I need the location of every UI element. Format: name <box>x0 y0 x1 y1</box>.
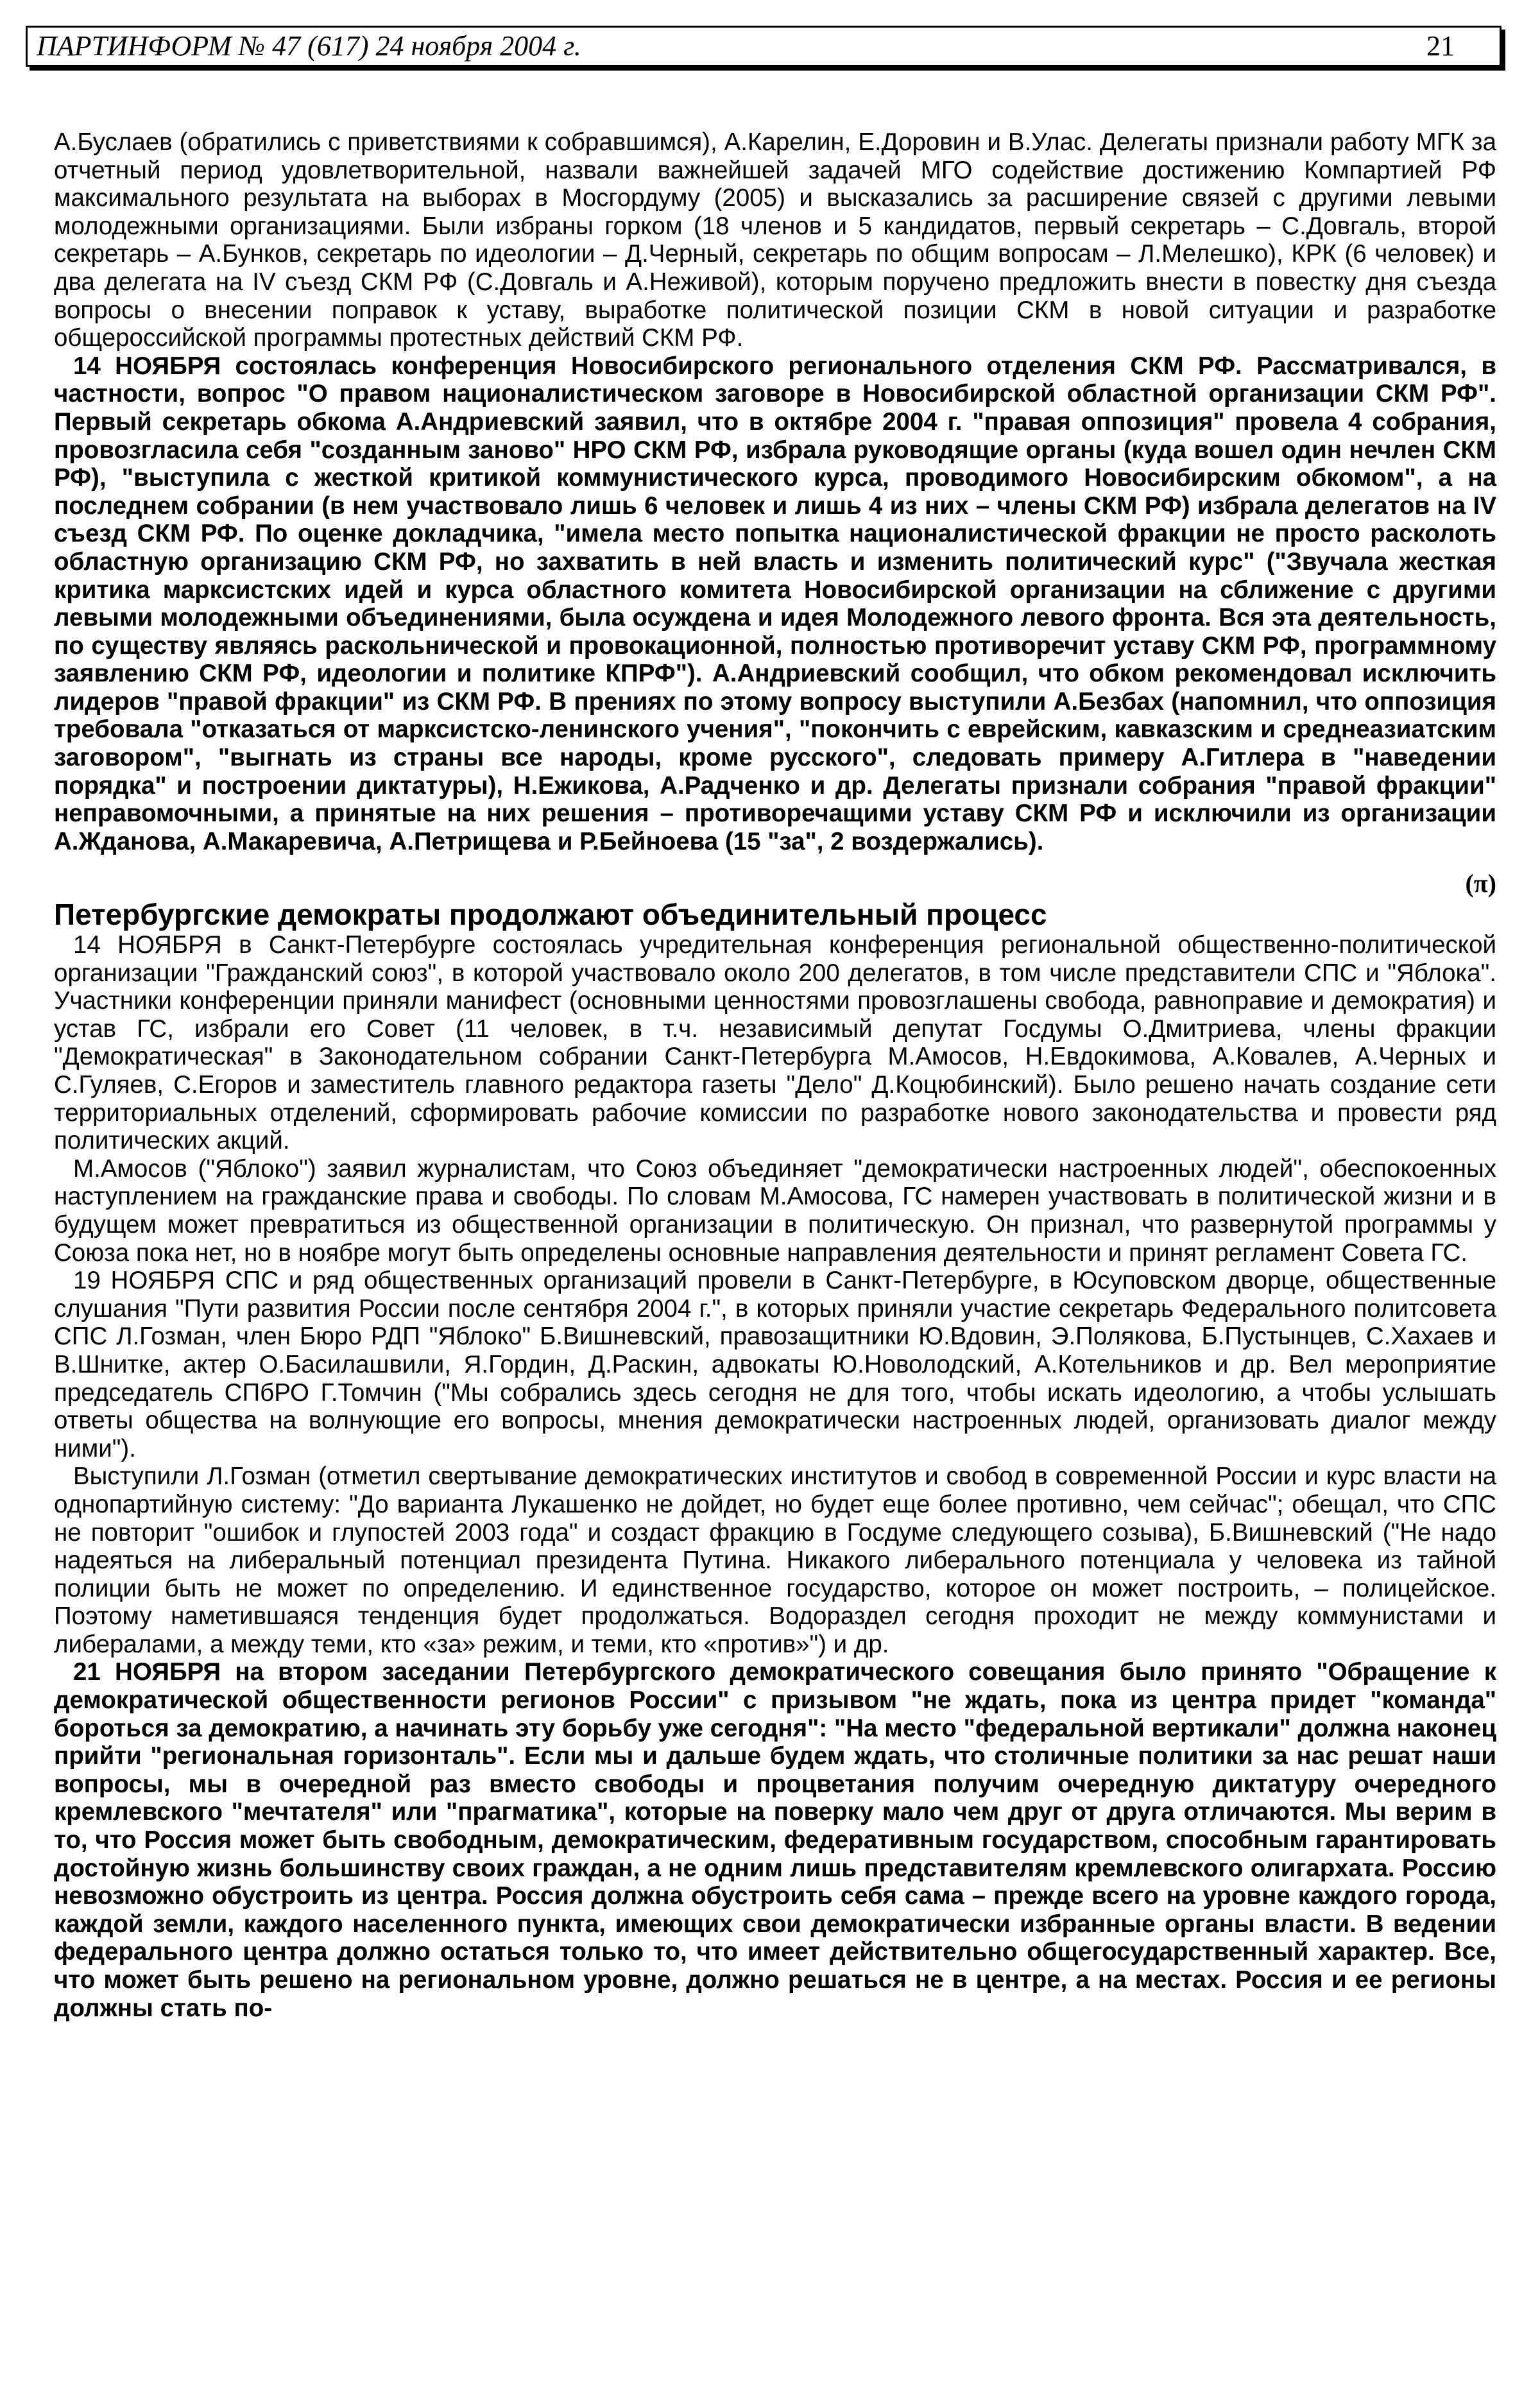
page-content <box>54 128 1496 2022</box>
page-header <box>26 26 1502 67</box>
paragraph: Выступили Л.Гозман (отметил свертывание демократических институтов и свобод в современной России и курс власти на однопартийную систему: "До варианта Лукашенко не дойдет, но будет еще более противно, чем сейчас"; обещал, что СПС не повторит "ошибок и глупостей 2003 года" и создаст фракцию в Госдуме следующего созыва), Б.Вишневский ("Не надо надеяться на либеральный потенциал президента Путина. Никакого либерального потенциала у человека из тайной полиции быть не может по определению. И единственное государство, которое он может построить, – полицейское. Поэтому наметившаяся тенденция будет продолжаться. Водораздел сегодня проходит не между коммунистами и либералами, а между теми, кто «за» режим, и теми, кто «против»") и др. <box>54 1462 1496 1658</box>
article-heading: Петербургские демократы продолжают объединительный процесс <box>54 898 1047 932</box>
paragraph: А.Буслаев (обратились с приветствиями к собравшимся), А.Карелин, Е.Доровин и В.Улас. Делегаты признали работу МГК за отчетный период удовлетворительной, назвали важнейшей задачей МГО содействие достижению Компартией РФ максимального результата на выборах в Мосгордуму (2005) и высказались за расширение связей с другими левыми молодежными организациями. Были избраны горком (18 членов и 5 кандидатов, первый секретарь – С.Довгаль, второй секретарь – А.Бунков, секретарь по идеологии – Д.Черный, секретарь по общим вопросам – Л.Мелешко), КРК (6 человек) и два делегата на IV съезд СКМ РФ (С.Довгаль и А.Неживой), которым поручено предложить внести в повестку дня съезда вопросы о внесении поправок к уставу, выработке политической позиции СКМ в новой ситуации и разработке общероссийской программы протестных действий СКМ РФ. <box>54 128 1496 352</box>
paragraph: 19 НОЯБРЯ СПС и ряд общественных организаций провели в Санкт-Петербурге, в Юсуповском дворце, общественные слушания "Пути развития России после сентября 2004 г.", в которых приняли участие секретарь Федерального политсовета СПС Л.Гозман, член Бюро РДП "Яблоко" Б.Вишневский, правозащитники Ю.Вдовин, Э.Полякова, Б.Пустынцев, С.Хахаев и В.Шнитке, актер О.Басилашвили, Я.Гордин, Д.Раскин, адвокаты Ю.Новолодский, А.Котельников и др. Вел мероприятие председатель СПбРО Г.Томчин ("Мы собрались здесь сегодня не для того, чтобы искать идеологию, а чтобы услышать ответы общества на волнующие его вопросы, мнения демократически настроенных людей, организовать диалог между ними"). <box>54 1267 1496 1462</box>
author-signature: (π) <box>1465 869 1496 898</box>
paragraph: 14 НОЯБРЯ в Санкт-Петербурге состоялась учредительная конференция региональной общественно-политической организации "Гражданский союз", в которой участвовало около 200 делегатов, в том числе представители СПС и "Яблока". Участники конференции приняли манифест (основными ценностями провозглашены свобода, равноправие и демократия) и устав ГС, избрали его Совет (11 человек, в т.ч. независимый депутат Госдумы О.Дмитриева, члены фракции "Демократическая" в Законодательном собрании Санкт-Петербурга М.Амосов, Н.Евдокимова, А.Ковалев, А.Черных и С.Гуляев, С.Егоров и заместитель главного редактора газеты "Дело" Д.Коцюбинский). Было решено начать создание сети территориальных отделений, сформировать рабочие комиссии по разработке нового законодательства и провести ряд политических акций. <box>54 931 1496 1155</box>
page-number: 21 <box>1426 30 1455 62</box>
paragraph: 14 НОЯБРЯ состоялась конференция Новосибирского регионального отделения СКМ РФ. Рассматривался, в частности, вопрос "О правом националистическом заговоре в Новосибирской областной организации СКМ РФ". Первый секретарь обкома А.Андриевский заявил, что в октябре 2004 г. "правая оппозиция" провела 4 собрания, провозгласила себя "созданным заново" НРО СКМ РФ, избрала руководящие органы (куда вошел один нечлен СКМ РФ), "выступила с жесткой критикой коммунистического курса, проводимого Новосибирским обкомом", а на последнем собрании (в нем участвовало лишь 6 человек и лишь 4 из них – члены СКМ РФ) избрала делегатов на IV съезд СКМ РФ. По оценке докладчика, "имела место попытка националистической фракции не просто расколоть областную организацию СКМ РФ, но захватить в ней власть и изменить политический курс" ("Звучала жесткая критика марксистских идей и курса областного комитета Новосибирской организации на сближение с другими левыми молодежными объединениями, была осуждена и идея Молодежного левого фронта. Вся эта деятельность, по существу являясь раскольнической и провокационной, полностью противоречит уставу СКМ РФ, программному заявлению СКМ РФ, идеологии и политике КПРФ"). А.Андриевский сообщил, что обком рекомендовал исключить лидеров "правой фракции" из СКМ РФ. В прениях по этому вопросу выступили А.Безбах (напомнил, что оппозиция требовала "отказаться от марксистско-ленинского учения", "покончить с еврейским, кавказским и среднеазиатским заговором", "выгнать из страны все народы, кроме русского", следовать примеру А.Гитлера в "наведении порядка" и построении диктатуры), Н.Ежикова, А.Радченко и др. Делегаты признали собрания "правой фракции" неправомочными, а принятые на них решения – противоречащими уставу СКМ РФ и исключили из организации А.Жданова, А.Макаревича, А.Петрищева и Р.Бейноева (15 "за", 2 воздержались). <box>54 352 1496 855</box>
paragraph: 21 НОЯБРЯ на втором заседании Петербургского демократического совещания было принято "Обращение к демократической общественности регионов России" с призывом "не ждать, пока из центра придет "команда" бороться за демократию, а начинать эту борьбу уже сегодня": "На место "федеральной вертикали" должна наконец прийти "региональная горизонталь". Если мы и дальше будем ждать, что столичные политики за нас решат наши вопросы, мы в очередной раз вместо свободы и процветания получим очередную диктатуру очередного кремлевского "мечтателя" или "прагматика", которые на поверку мало чем друг от друга отличаются. Мы верим в то, что Россия может быть свободным, демократическим, федеративным государством, способным гарантировать достойную жизнь большинству своих граждан, а не одним лишь представителям кремлевского олигархата. Россию невозможно обустроить из центра. Россия должна обустроить себя сама – прежде всего на уровне каждого города, каждой земли, каждого населенного пункта, имеющих свои демократически избранные органы власти. В ведении федерального центра должно остаться только то, что имеет действительно общегосударственный характер. Все, что может быть решено на региональном уровне, должно решаться не в центре, а на местах. Россия и ее регионы должны стать по- <box>54 1658 1496 2022</box>
paragraph: М.Амосов ("Яблоко") заявил журналистам, что Союз объединяет "демократически настроенных людей", обеспокоенных наступлением на гражданские права и свободы. По словам М.Амосова, ГС намерен участвовать в политической жизни и в будущем может превратиться из общественной организации в политическую. Он признал, что развернутой программы у Союза пока нет, но в ноябре могут быть определены основные направления деятельности и принят регламент Совета ГС. <box>54 1154 1496 1267</box>
publication-title: ПАРТИНФОРМ № 47 (617) 24 ноября 2004 г. <box>37 30 581 62</box>
